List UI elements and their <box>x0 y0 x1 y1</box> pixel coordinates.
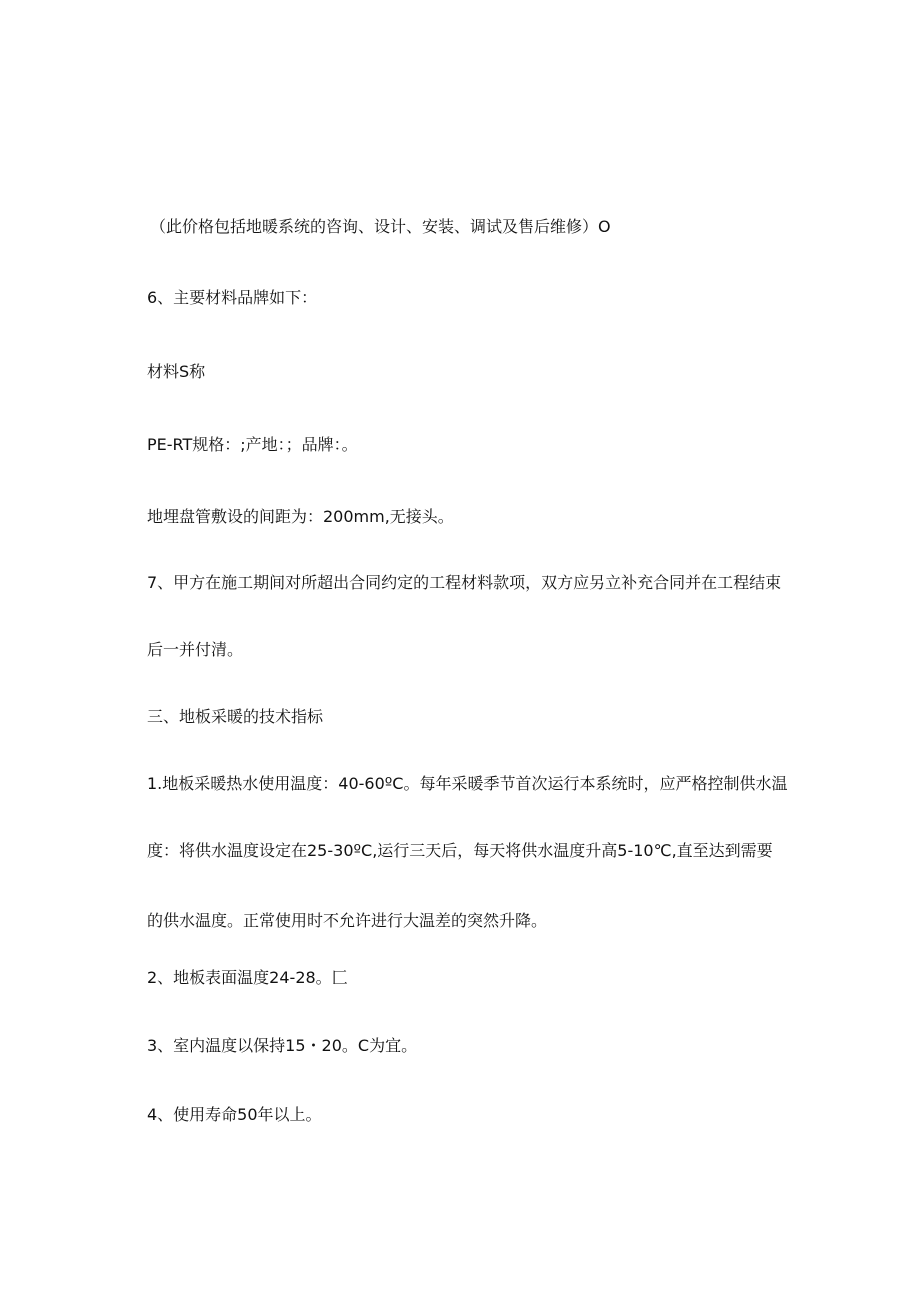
indicator-1-line-2: 度：将供水温度设定在25-30ºC,运行三天后，每天将供水温度升高5-10℃,直至达到需要 <box>147 841 773 860</box>
item-6-heading: 6、主要材料品牌如下： <box>147 288 318 307</box>
material-name-label: 材料S称 <box>147 362 206 381</box>
indicator-4-line: 4、使用寿命50年以上。 <box>147 1105 322 1124</box>
item-7-line-1: 7、甲方在施工期间对所超出合同约定的工程材料款项，双方应另立补充合同并在工程结束 <box>147 573 782 592</box>
indicator-2-line: 2、地板表面温度24-28。匚 <box>147 968 348 987</box>
pe-rt-spec-line: PE-RT规格：;产地：；品牌：。 <box>147 435 358 454</box>
item-7-line-2: 后一并付清。 <box>147 640 244 659</box>
indicator-3-line: 3、室内温度以保持15・20。C为宜。 <box>147 1036 418 1055</box>
section-3-heading: 三、地板采暖的技术指标 <box>147 707 324 726</box>
pipe-spacing-line: 地埋盘管敷设的间距为：200mm,无接头。 <box>147 507 454 526</box>
indicator-1-line-3: 的供水温度。正常使用时不允许进行大温差的突然升降。 <box>147 911 548 930</box>
indicator-1-line-1: 1.地板采暖热水使用温度：40-60ºC。每年采暖季节首次运行本系统时，应严格控制供水温 <box>147 774 788 793</box>
price-note: （此价格包括地暖系统的咨询、设计、安装、调试及售后维修）O <box>150 217 611 236</box>
